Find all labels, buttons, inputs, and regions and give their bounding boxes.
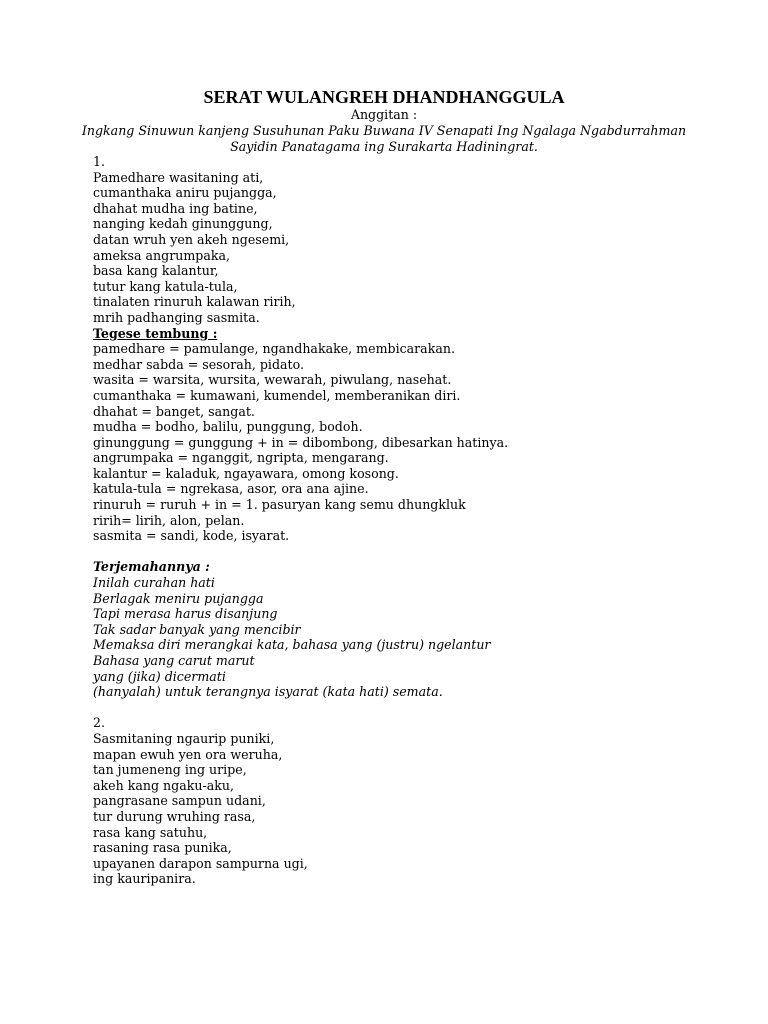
verse-line: tur durung wruhing rasa,: [93, 808, 256, 824]
verse-line: tan jumeneng ing uripe,: [93, 762, 247, 778]
translation-line: Memaksa diri merangkai kata, bahasa yang (justru) ngelantur: [93, 637, 491, 653]
verse-line: nanging kedah ginunggung,: [93, 216, 273, 232]
translation-line: Tak sadar banyak yang mencibir: [93, 621, 301, 637]
glossary-entry: wasita = warsita, wursita, wewarah, piwulang, nasehat.: [93, 372, 452, 388]
glossary-entry: medhar sabda = sesorah, pidato.: [93, 356, 304, 372]
verse-line: ing kauripanira.: [93, 871, 196, 887]
spacer: [93, 700, 733, 716]
stanza-1: [93, 170, 733, 326]
translation-line: Tapi merasa harus disanjung: [93, 606, 278, 622]
verse-line: akeh kang ngaku-aku,: [93, 777, 234, 793]
verse-line: rasa kang satuhu,: [93, 824, 208, 840]
glossary-entry: dhahat = banget, sangat.: [93, 403, 255, 419]
author-name-line-1: Ingkang Sinuwun kanjeng Susuhunan Paku Buwana IV Senapati Ing Ngalaga Ngabdurrahman: [81, 123, 687, 138]
stanza-2: [93, 731, 733, 887]
author-name-line-2: Sayidin Panatagama ing Surakarta Hadiningrat.: [230, 139, 538, 154]
verse-line: mapan ewuh yen ora weruha,: [93, 746, 283, 762]
translation-line: Inilah curahan hati: [93, 575, 215, 591]
verse-line: mrih padhanging sasmita.: [93, 309, 260, 325]
glossary-entry: pamedhare = pamulange, ngandhakake, membicarakan.: [93, 341, 455, 357]
glossary-entry: katula-tula = ngrekasa, asor, ora ana ajine.: [93, 481, 369, 497]
verse-line: ameksa angrumpaka,: [93, 247, 230, 263]
verse-line: Sasmitaning ngaurip puniki,: [93, 730, 275, 746]
verse-line: cumanthaka aniru pujangga,: [93, 185, 277, 201]
glossary-list: [93, 341, 733, 544]
translation-heading: Terjemahannya :: [93, 559, 210, 575]
translation-line: Bahasa yang carut marut: [93, 653, 255, 668]
glossary-entry: kalantur = kaladuk, ngayawara, omong kosong.: [93, 465, 399, 481]
document-body: [93, 154, 733, 887]
glossary-heading: Tegese tembung :: [93, 325, 218, 341]
stanza-number: 2.: [93, 715, 106, 731]
verse-line: tutur kang katula-tula,: [93, 278, 238, 294]
translation-line: (hanyalah) untuk terangnya isyarat (kata hati) semata.: [93, 684, 443, 700]
glossary-entry: ginunggung = gunggung + in = dibombong, dibesarkan hatinya.: [93, 434, 509, 450]
document-title: SERAT WULANGREH DHANDHANGGULA: [203, 87, 565, 107]
verse-line: Pamedhare wasitaning ati,: [93, 169, 264, 185]
glossary-entry: sasmita = sandi, kode, isyarat.: [93, 528, 290, 544]
verse-line: datan wruh yen akeh ngesemi,: [93, 231, 290, 247]
glossary-entry: rinuruh = ruruh + in = 1. pasuryan kang semu dhungkluk: [93, 497, 466, 513]
verse-line: pangrasane sampun udani,: [93, 793, 266, 809]
glossary-entry: mudha = bodho, balilu, punggung, bodoh.: [93, 419, 363, 435]
translation-line: yang (jika) dicermati: [93, 668, 226, 684]
spacer: [93, 544, 733, 560]
stanza-number: 1.: [93, 154, 106, 169]
translation-line: Berlagak meniru pujangga: [93, 590, 264, 606]
verse-line: upayanen darapon sampurna ugi,: [93, 855, 308, 871]
verse-line: rasaning rasa punika,: [93, 840, 232, 856]
verse-line: tinalaten rinuruh kalawan ririh,: [93, 294, 296, 310]
verse-line: dhahat mudha ing batine,: [93, 200, 258, 216]
glossary-entry: angrumpaka = nganggit, ngripta, mengarang.: [93, 450, 389, 466]
glossary-entry: ririh= lirih, alon, pelan.: [93, 512, 245, 528]
verse-line: basa kang kalantur,: [93, 263, 219, 279]
glossary-entry: cumanthaka = kumawani, kumendel, memberanikan diri.: [93, 387, 461, 403]
author-caption: Anggitan :: [350, 107, 418, 122]
translation-lines: [93, 575, 733, 700]
